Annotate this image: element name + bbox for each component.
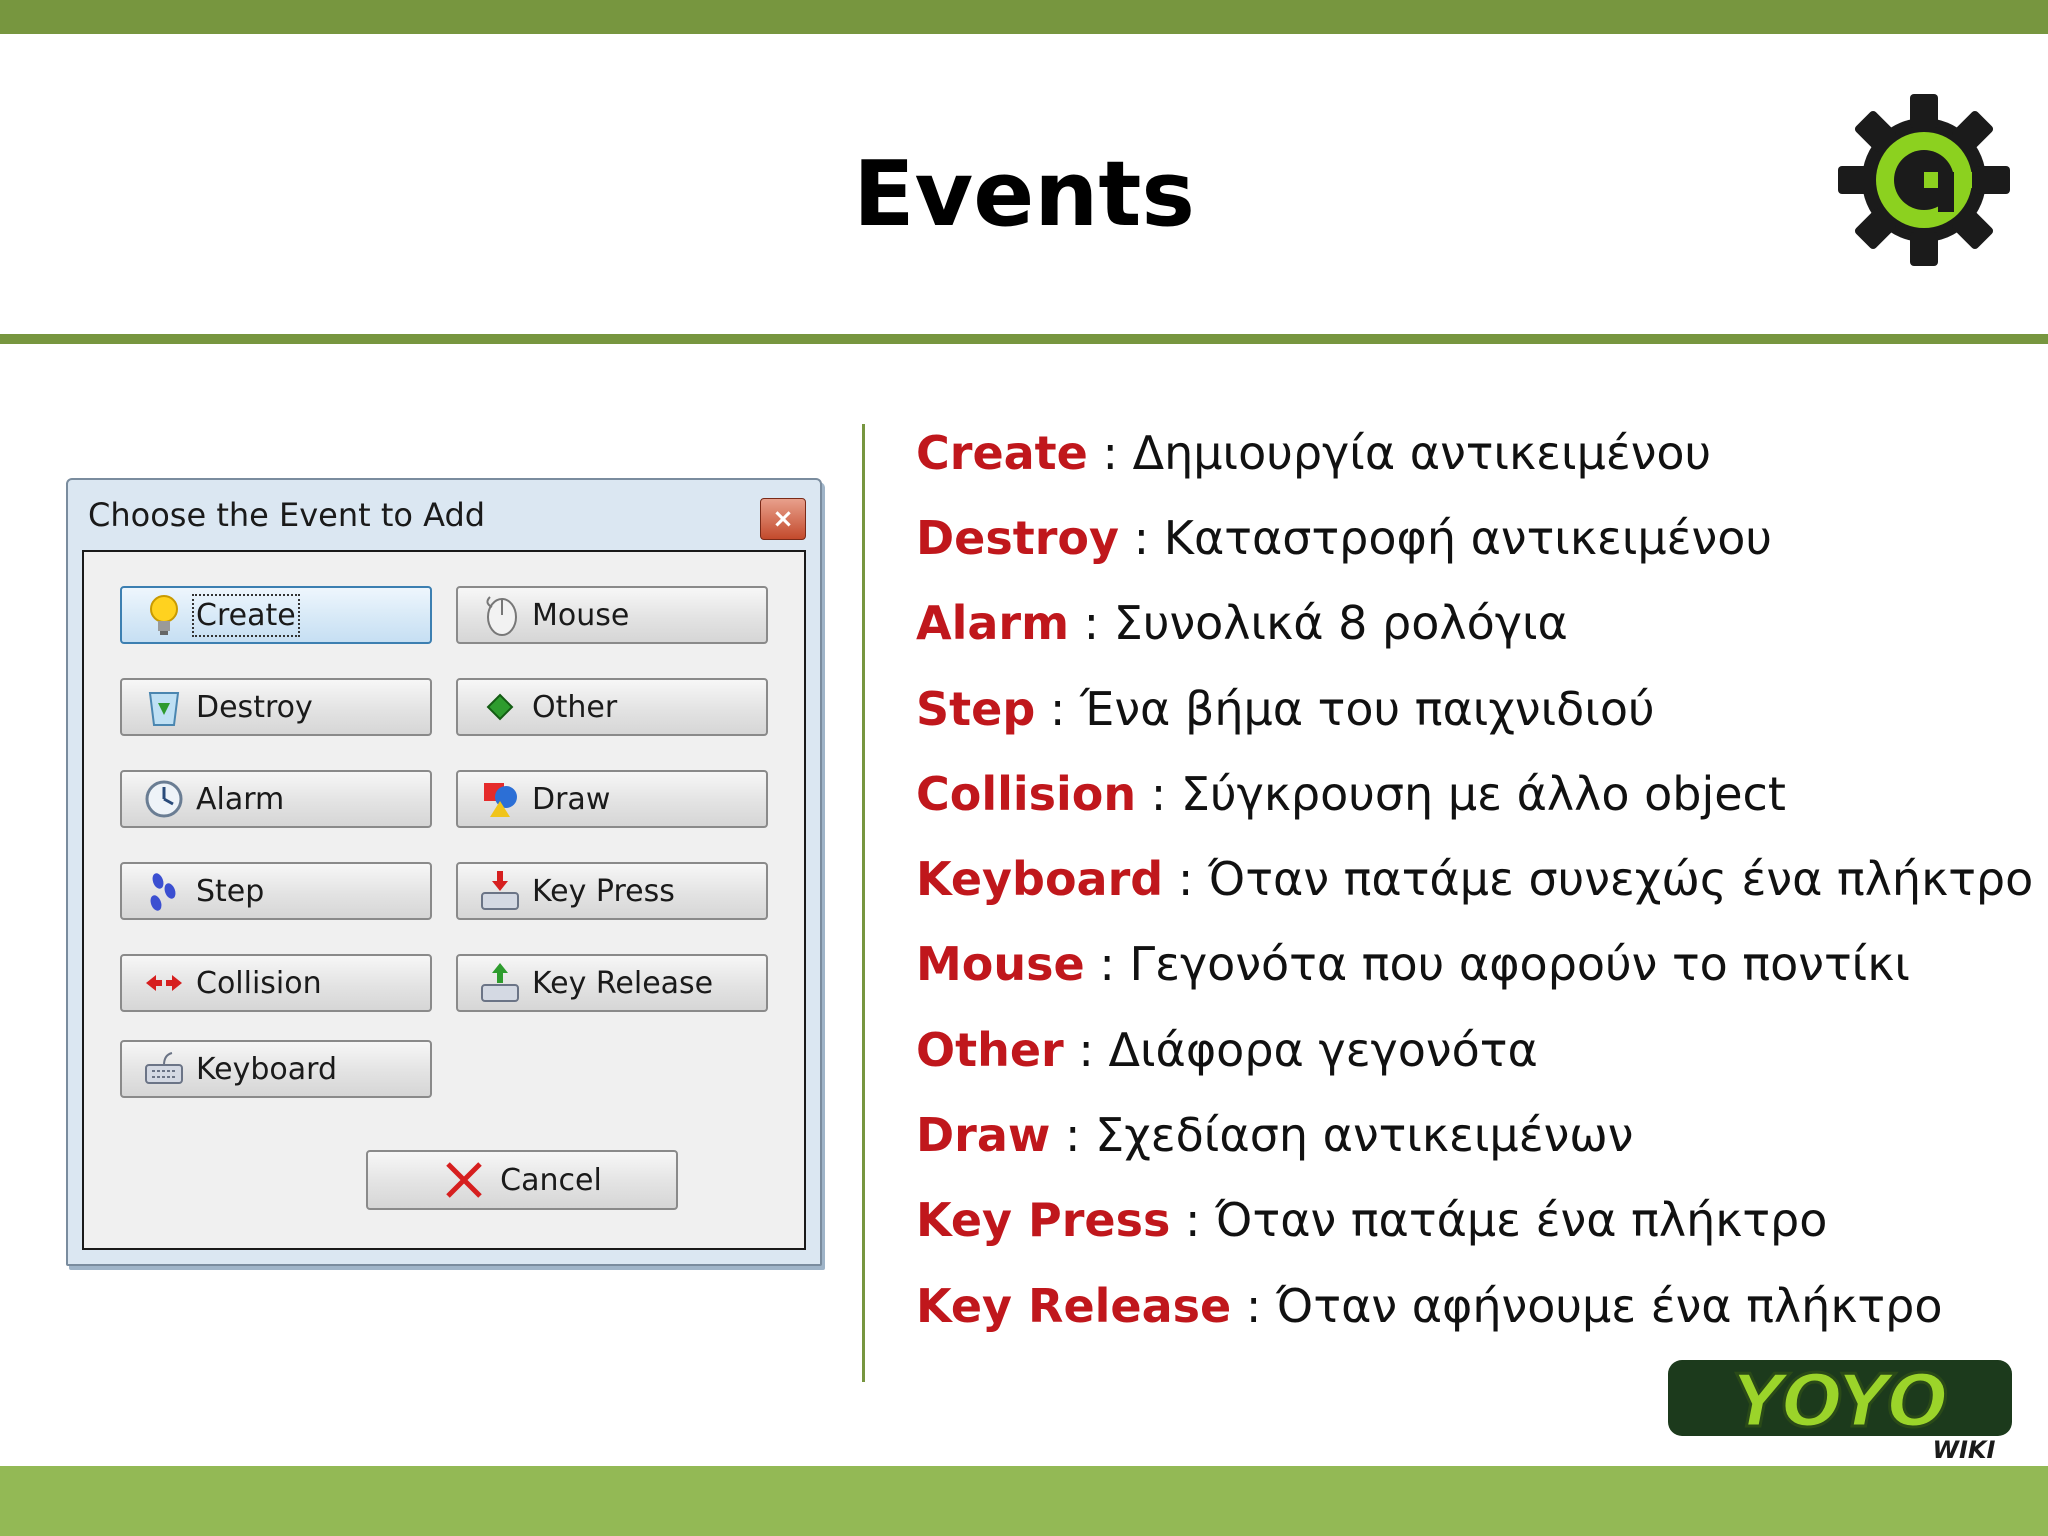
key-press-event-button[interactable]	[456, 862, 768, 920]
definition-term: Collision	[916, 766, 1137, 821]
mouse-icon	[478, 593, 522, 637]
definition-separator: :	[1087, 425, 1133, 480]
title-divider	[0, 334, 2048, 344]
definition-separator: :	[1035, 681, 1080, 736]
definition-desc: Συνολικά 8 ρολόγια	[1113, 596, 1568, 651]
yoyo-wiki-logo	[1664, 1352, 2016, 1464]
definition-item	[916, 1263, 2026, 1348]
definition-item	[916, 751, 2026, 836]
dialog-body	[82, 550, 806, 1250]
dialog-close-button[interactable]: ×	[760, 498, 806, 540]
shapes-icon	[478, 777, 522, 821]
draw-event-button[interactable]	[456, 770, 768, 828]
slide-title: Events	[853, 142, 1195, 247]
definition-item	[916, 836, 2034, 921]
other-label: Other	[532, 689, 618, 725]
step-label: Step	[196, 873, 265, 909]
destroy-label: Destroy	[196, 689, 313, 725]
footsteps-icon	[142, 869, 186, 913]
definition-item	[916, 581, 2026, 666]
bottom-accent-bar	[0, 1466, 2048, 1536]
svg-text:WIKI: WIKI	[1932, 1436, 1996, 1464]
lightbulb-icon	[142, 593, 186, 637]
definition-term: Draw	[916, 1108, 1051, 1163]
definition-item	[916, 495, 2026, 580]
definition-desc: Σχεδίαση αντικειμένων	[1095, 1108, 1634, 1163]
alarm-event-button[interactable]	[120, 770, 432, 828]
definition-separator: :	[1069, 596, 1114, 651]
definition-item	[916, 410, 2026, 495]
cancel-label: Cancel	[500, 1162, 602, 1198]
mouse-label: Mouse	[532, 597, 630, 633]
definition-desc: Όταν πατάμε ένα πλήκτρο	[1215, 1193, 1828, 1248]
definition-term: Keyboard	[916, 852, 1164, 907]
key-press-icon	[478, 869, 522, 913]
definition-desc: Δημιουργία αντικειμένου	[1132, 425, 1712, 480]
definition-item	[916, 666, 2026, 751]
definition-term: Mouse	[916, 937, 1085, 992]
top-accent-bar	[0, 0, 2048, 34]
definition-term: Other	[916, 1022, 1064, 1077]
green-diamond-icon	[478, 685, 522, 729]
definition-separator: :	[1050, 1108, 1096, 1163]
keyboard-label: Keyboard	[196, 1051, 338, 1087]
definition-item	[916, 1007, 2026, 1092]
event-dialog	[66, 478, 822, 1266]
definition-item	[916, 922, 2026, 1007]
definition-term: Step	[916, 681, 1036, 736]
definition-term: Key Press	[916, 1193, 1171, 1248]
definition-item	[916, 1178, 2026, 1263]
alarm-label: Alarm	[196, 781, 285, 817]
keyboard-event-button[interactable]	[120, 1040, 432, 1098]
vertical-divider	[862, 424, 865, 1382]
create-event-button[interactable]	[120, 586, 432, 644]
definition-separator: :	[1163, 852, 1208, 907]
definition-separator: :	[1063, 1022, 1109, 1077]
draw-label: Draw	[532, 781, 611, 817]
definition-separator: :	[1136, 766, 1181, 821]
definition-term: Destroy	[916, 510, 1120, 565]
definition-desc: Ένα βήμα του παιχνιδιού	[1080, 681, 1655, 736]
step-event-button[interactable]	[120, 862, 432, 920]
clock-icon	[142, 777, 186, 821]
definition-separator: :	[1119, 510, 1164, 565]
definition-desc: Όταν πατάμε συνεχώς ένα πλήκτρο	[1207, 852, 2034, 907]
close-icon	[442, 1158, 486, 1202]
definition-separator: :	[1231, 1278, 1276, 1333]
definition-separator: :	[1084, 937, 1130, 992]
recycle-bin-icon	[142, 685, 186, 729]
collision-label: Collision	[196, 965, 322, 1001]
key-release-event-button[interactable]	[456, 954, 768, 1012]
key-release-label: Key Release	[532, 965, 714, 1001]
mouse-event-button[interactable]	[456, 586, 768, 644]
definition-desc: Διάφορα γεγονότα	[1108, 1022, 1538, 1077]
definition-separator: :	[1170, 1193, 1216, 1248]
collision-event-button[interactable]	[120, 954, 432, 1012]
definition-term: Alarm	[916, 596, 1070, 651]
key-release-icon	[478, 961, 522, 1005]
definition-desc: Καταστροφή αντικειμένου	[1163, 510, 1773, 565]
collision-arrows-icon	[142, 961, 186, 1005]
keyboard-icon	[142, 1047, 186, 1091]
definition-desc: Όταν αφήνουμε ένα πλήκτρο	[1276, 1278, 1943, 1333]
other-event-button[interactable]	[456, 678, 768, 736]
cancel-button[interactable]	[366, 1150, 678, 1210]
definition-term: Create	[916, 425, 1088, 480]
definition-desc: Γεγονότα που αφορούν το ποντίκι	[1129, 937, 1910, 992]
event-definitions-list	[916, 410, 2034, 1348]
definition-term: Key Release	[916, 1278, 1232, 1333]
create-label: Create	[196, 597, 296, 633]
definition-item	[916, 1092, 2026, 1177]
svg-text:YOYO: YOYO	[1731, 1359, 1949, 1443]
dialog-title: Choose the Event to Add	[88, 496, 486, 534]
gamemaker-logo-icon	[1836, 92, 2012, 268]
key-press-label: Key Press	[532, 873, 675, 909]
destroy-event-button[interactable]	[120, 678, 432, 736]
definition-desc: Σύγκρουση με άλλο object	[1180, 766, 1786, 821]
